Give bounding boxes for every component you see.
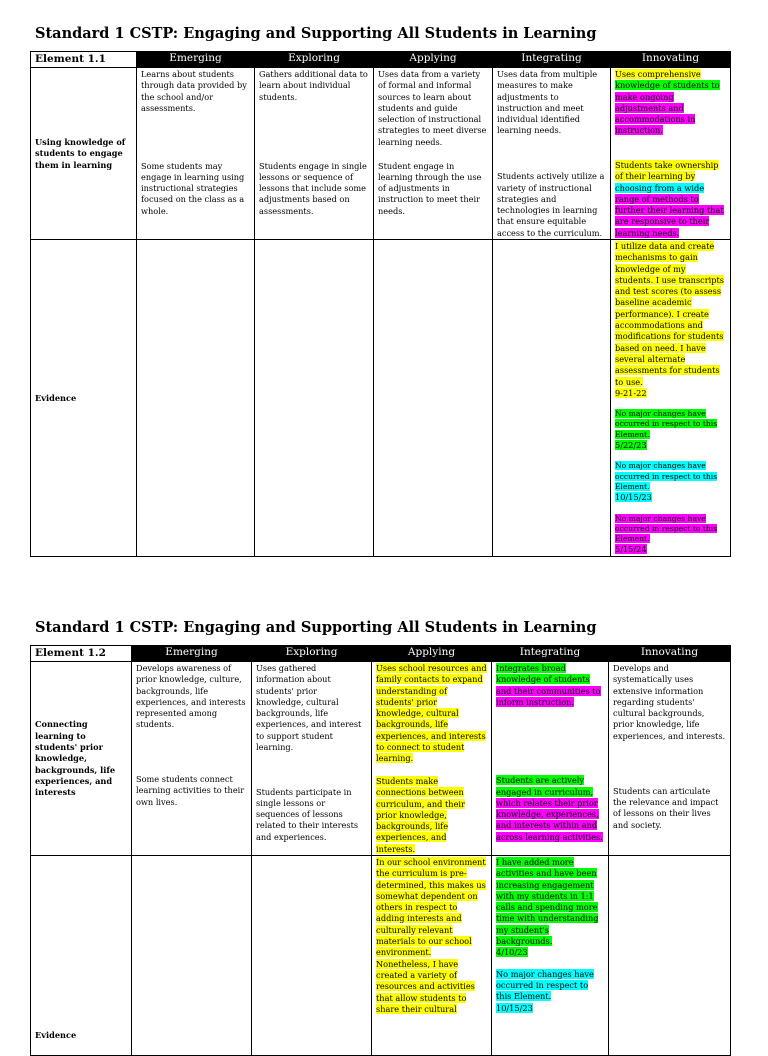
evidence-update-date: 5/15/24 <box>615 544 647 555</box>
element-label: Element 1.1 <box>31 52 137 68</box>
evidence-cell-integrating <box>492 856 609 1056</box>
teacher-descriptor: Uses comprehensive knowledge of students to make ongoing adjustments and accommodations in instruction. <box>615 69 720 136</box>
rubric-cell-exploring <box>252 662 372 856</box>
teacher-descriptor: Integrates broad knowledge of students and their communities to inform instruction. <box>496 663 601 707</box>
rubric-table-1-2 <box>30 645 731 1056</box>
teacher-descriptor: Uses data from multiple measures to make adjustments to instruction and meet individual identified learning needs. <box>497 69 598 136</box>
rubric-cell-exploring <box>255 68 374 240</box>
student-descriptor: Students actively utilize a variety of instructional strategies and technologies in learning that ensure equitable access to the curriculum. <box>497 171 605 238</box>
student-descriptor: Student engage in learning through the use of adjustments in instruction to meet their needs. <box>378 160 482 216</box>
evidence-update-date: 10/15/23 <box>496 1002 533 1013</box>
level-header-applying: Applying <box>372 646 492 662</box>
level-header-integrating: Integrating <box>493 52 611 68</box>
page-title: Standard 1 CSTP: Engaging and Supporting All Students in Learning <box>35 25 597 42</box>
level-header-exploring: Exploring <box>252 646 372 662</box>
evidence-update: No major changes have occurred in respect to this Element. <box>615 461 718 491</box>
evidence-update: No major changes have occurred in respect to this Element. <box>615 513 718 544</box>
teacher-descriptor: Learns about students through data provided by the school and/or assessments. <box>141 69 247 113</box>
teacher-descriptor: Gathers additional data to learn about individual students. <box>259 69 368 102</box>
student-descriptor: Students engage in single lessons or sequence of lessons that include some adjustments based on assessments. <box>259 160 367 216</box>
rubric-cell-emerging <box>137 68 255 240</box>
element-label: Element 1.2 <box>31 646 132 662</box>
evidence-cell-innovating <box>611 240 731 557</box>
teacher-descriptor: Uses data from a variety of formal and informal sources to learn about students and guide selection of instructional strategies to meet diverse learning needs. <box>378 69 487 147</box>
evidence-text: In our school environment the curriculum is pre-determined, this makes us somewhat dependent on others in respect to adding interests and culturally relevant materials to our school environment. Nonetheless, I have created a variety of resources and activities that allow students to share their cultural <box>376 857 486 1014</box>
evidence-label: Evidence <box>31 240 137 557</box>
rubric-cell-integrating <box>493 68 611 240</box>
teacher-descriptor: Develops and systematically uses extensive information regarding students' cultural backgrounds, prior knowledge, life experiences, and interests. <box>613 663 726 741</box>
teacher-descriptor: Uses school resources and family contacts to expand understanding of students' prior knowledge, cultural backgrounds, life experiences, and interests to connect to student learning. <box>376 663 487 764</box>
student-descriptor: Students can articulate the relevance and impact of lessons on their lives and society. <box>613 785 719 830</box>
rubric-table-1-1 <box>30 51 731 557</box>
evidence-cell-emerging <box>132 856 252 1056</box>
evidence-text: I utilize data and create mechanisms to gain knowledge of my students. I use transcripts and test scores (to assess baseline academic performance). I create accommodations and modifications for students based on need. I have several alternate assessments for students to use. <box>615 241 724 387</box>
student-descriptor: Some students connect learning activities to their own lives. <box>136 774 245 807</box>
student-descriptor: Students participate in single lessons or sequences of lessons related to their interests and experiences. <box>256 786 359 842</box>
evidence-update-date: 5/22/23 <box>615 440 647 451</box>
evidence-cell-exploring <box>252 856 372 1056</box>
rubric-cell-applying <box>372 662 492 856</box>
rubric-cell-innovating <box>609 662 731 856</box>
row-label: Connecting learning to students' prior knowledge, backgrounds, life experiences, and interests <box>31 662 132 856</box>
evidence-cell-integrating <box>493 240 611 557</box>
level-header-exploring: Exploring <box>255 52 374 68</box>
level-header-emerging: Emerging <box>132 646 252 662</box>
rubric-cell-integrating <box>492 662 609 856</box>
evidence-label: Evidence <box>31 856 132 1056</box>
evidence-date: 9-21-22 <box>615 387 647 398</box>
rubric-cell-emerging <box>132 662 252 856</box>
teacher-descriptor: Develops awareness of prior knowledge, culture, backgrounds, life experiences, and interests represented among students. <box>136 663 246 730</box>
student-descriptor: Students take ownership of their learning by choosing from a wide range of methods to further their learning that are responsive to their learning needs. <box>615 159 724 238</box>
evidence-update: No major changes have occurred in respect to this Element. <box>615 409 718 439</box>
evidence-date: 4/10/23 <box>496 947 528 958</box>
evidence-cell-exploring <box>255 240 374 557</box>
evidence-cell-emerging <box>137 240 255 557</box>
row-label: Using knowledge of students to engage them in learning <box>31 68 137 240</box>
level-header-emerging: Emerging <box>137 52 255 68</box>
evidence-update: No major changes have occurred in respect to this Element. <box>496 968 594 1002</box>
level-header-integrating: Integrating <box>492 646 609 662</box>
evidence-text: I have added more activities and have been increasing engagement with my students in 1:1 calls and spending more time with understanding my student's backgrounds. <box>496 857 599 947</box>
page-title: Standard 1 CSTP: Engaging and Supporting All Students in Learning <box>35 619 597 636</box>
evidence-cell-innovating <box>609 856 731 1056</box>
evidence-cell-applying <box>372 856 492 1056</box>
student-descriptor: Students are actively engaged in curriculum, which relates their prior knowledge, experiences, and interests within and across learning activities. <box>496 775 603 842</box>
teacher-descriptor: Uses gathered information about students' prior knowledge, cultural backgrounds, life experiences, and interest to support student learning. <box>256 663 362 753</box>
level-header-innovating: Innovating <box>609 646 731 662</box>
student-descriptor: Students make connections between curriculum, and their prior knowledge, backgrounds, life experiences, and interests. <box>376 775 465 854</box>
student-descriptor: Some students may engage in learning using instructional strategies focused on the class as a whole. <box>141 160 245 216</box>
level-header-applying: Applying <box>374 52 493 68</box>
evidence-cell-applying <box>374 240 493 557</box>
rubric-cell-applying <box>374 68 493 240</box>
evidence-update-date: 10/15/23 <box>615 492 652 503</box>
level-header-innovating: Innovating <box>611 52 731 68</box>
rubric-cell-innovating <box>611 68 731 240</box>
